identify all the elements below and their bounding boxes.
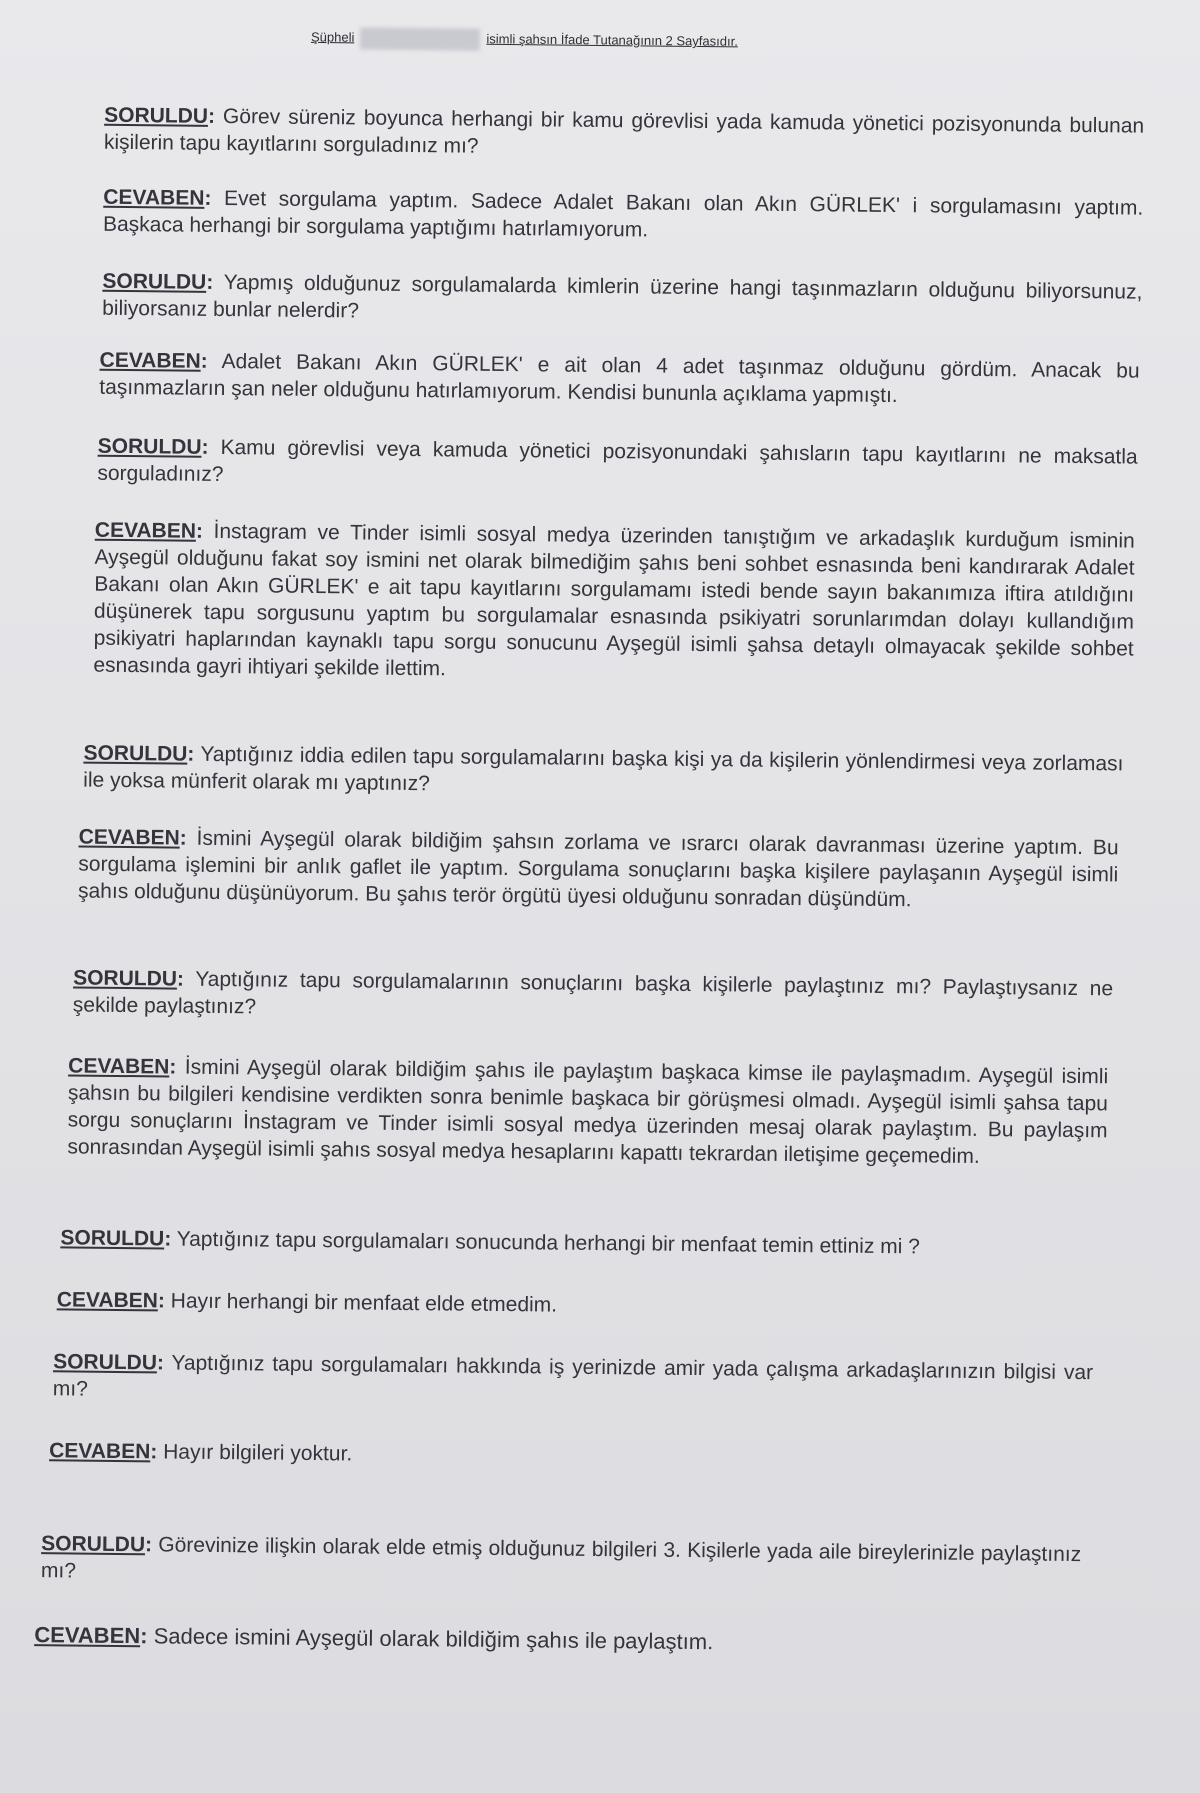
answer-block: [93, 517, 1135, 690]
answer-block: [78, 824, 1119, 916]
entry-text: Yaptığınız tapu sorgulamaları hakkında iş yerinizde amir yada çalışma arkadaşlarınızın bilgisi var mı?: [52, 1351, 1094, 1401]
entry-text: Görev süreniz boyunca herhangi bir kamu görevlisi yada kamuda yönetici pozisyonunda bulunan kişilerin tapu kayıtlarını sorguladınız mı?: [103, 105, 1145, 158]
answer-label: CEVABEN: [99, 348, 201, 373]
answer-block: [99, 347, 1140, 412]
answer-label: CEVABEN: [94, 518, 197, 543]
answer-text: CEVABEN: Adalet Bakanı Akın GÜRLEK' e ait olan 4 adet taşınmaz olduğunu gördüm. Anacak bu taşınmazların şan neler olduğunu hatırlamıyorum. Kendisi bununla açıklama yapmıştı.: [99, 348, 1140, 408]
entry-text: Sadece ismini Ayşegül olarak bildiğim şahıs ile paylaştım.: [153, 1623, 714, 1655]
question-label: SORULDU: [60, 1226, 165, 1251]
redacted-name: [360, 27, 480, 50]
question-text: SORULDU: Yaptığınız tapu sorgulamaları hakkında iş yerinizde amir yada çalışma arkadaşlarınızın bilgisi var mı?: [52, 1350, 1094, 1401]
question-label: SORULDU: [53, 1350, 158, 1375]
question-text: SORULDU: Görev süreniz boyunca herhangi bir kamu görevlisi yada kamuda yönetici pozisyonunda bulunan kişilerin tapu kayıtlarını sorguladınız mı?: [103, 103, 1145, 158]
answer-block: [103, 184, 1144, 249]
answer-text: CEVABEN: Sadece ismini Ayşegül olarak bildiğim şahıs ile paylaştım.: [34, 1622, 714, 1655]
question-text: SORULDU: Görevinize ilişkin olarak elde etmiş olduğunuz bilgileri 3. Kişilerle yada aile bireylerinizle paylaştınız mı?: [40, 1532, 1082, 1583]
entry-text: İsmini Ayşegül olarak bildiğim şahıs ile paylaştım başkaca kimse ile paylaşmadım. Ayşegül isimli şahsın bu bilgileri kendisine verdikten sonra benimle başkaca bir görüşmesi olmadı. Ayşegül isimli şahsa tapu sorgu sonuçlarını İnstagram ve Tinder isimli sosyal medya üzerinden mesaj olarak paylaştım. Bu paylaşım sonrasından Ayşegül isimli şahıs sosyal medya hesaplarını kapattı tekrardan iletişime geçemedim.: [67, 1055, 1109, 1168]
entry-text: Yaptığınız tapu sorgulamaları sonucunda herhangi bir menfaat temin ettiniz mi ?: [176, 1227, 921, 1259]
question-block: [83, 740, 1124, 805]
entry-text: Adalet Bakanı Akın GÜRLEK' e ait olan 4 adet taşınmaz olduğunu gördüm. Anacak bu taşınmazların şan neler olduğunu hatırlamıyorum. Kendisi bununla açıklama yapmıştı.: [99, 350, 1140, 408]
answer-label: CEVABEN: [103, 185, 205, 210]
entry-text: İsmini Ayşegül olarak bildiğim şahsın zorlama ve ısrarcı olarak davranması üzerine yaptım. Bu sorgulama işlemini bir anlık gaflet ile yaptım. Sorgulama sonuçlarını başka kişilere paylaşanın Ayşegül isimli şahıs olduğunu düşünüyorum. Bu şahıs terör örgütü üyesi olduğunu sonradan düşündüm.: [77, 826, 1119, 912]
entry-text: Hayır herhangi bir menfaat elde etmedim.: [170, 1289, 558, 1317]
question-text: SORULDU: Yaptığınız tapu sorgulamalarının sonuçlarını başka kişilerle paylaştınız mı? Paylaştıysanız ne şekilde paylaştınız?: [72, 966, 1114, 1019]
answer-label: CEVABEN: [49, 1439, 151, 1464]
question-block: [41, 1530, 1082, 1595]
question-block: [102, 268, 1143, 333]
answer-label: CEVABEN: [78, 825, 180, 850]
answer-label: CEVABEN: [34, 1622, 141, 1649]
entry-text: Hayır bilgileri yoktur.: [163, 1440, 353, 1466]
header-prefix: Şüpheli: [310, 29, 355, 45]
question-text: SORULDU: Kamu görevlisi veya kamuda yönetici pozisyonundaki şahısların tapu kayıtlarını ne maksatla sorguladınız?: [97, 434, 1138, 487]
question-block: [73, 964, 1114, 1029]
answer-text: CEVABEN: İsmini Ayşegül olarak bildiğim şahıs ile paylaştım başkaca kimse ile paylaşmadım. Ayşegül isimli şahsın bu bilgileri kendisine verdikten sonra benimle başkaca bir görüşmesi olmadı. Ayşegül isimli şahsa tapu sorgu sonuçlarını İnstagram ve Tinder isimli sosyal medya üzerinden mesaj olarak paylaştım. Bu paylaşım sonrasından Ayşegül isimli şahıs sosyal medya hesaplarını kapattı tekrardan iletişime geçemedim.: [67, 1054, 1109, 1168]
answer-text: CEVABEN: İsmini Ayşegül olarak bildiğim şahsın zorlama ve ısrarcı olarak davranması üzerine yaptım. Bu sorgulama işlemini bir anlık gaflet ile yaptım. Sorgulama sonuçlarını başka kişilere paylaşanın Ayşegül isimli şahıs olduğunu düşünüyorum. Bu şahıs terör örgütü üyesi olduğunu sonradan düşündüm.: [77, 825, 1119, 912]
answer-text: CEVABEN: Evet sorgulama yaptım. Sadece Adalet Bakanı olan Akın GÜRLEK' i sorgulamasını yaptım. Başkaca herhangi bir sorgulama yaptığımı hatırlamıyorum.: [102, 185, 1144, 242]
question-label: SORULDU: [41, 1532, 146, 1557]
question-block: [97, 433, 1138, 498]
entry-text: Yapmış olduğunuz sorgulamalarda kimlerin üzerine hangi taşınmazların olduğunu biliyorsunuz, biliyorsanız bunlar nelerdir?: [102, 271, 1143, 323]
answer-label: CEVABEN: [68, 1054, 170, 1079]
header-suffix: isimli şahsın İfade Tutanağının 2 Sayfasıdır.: [486, 31, 738, 49]
question-label: SORULDU: [102, 269, 207, 294]
entry-text: Yaptığınız iddia edilen tapu sorgulamalarını başka kişi ya da kişilerin yönlendirmesi veya zorlaması ile yoksa münferit olarak mı yaptınız?: [83, 742, 1124, 796]
answer-text: CEVABEN: İnstagram ve Tinder isimli sosyal medya üzerinden tanıştığım ve arkadaşlık kurduğum isminin Ayşegül olduğunu fakat soy ismini net olarak bilmediğim şahıs beni sohbet esnasında beni kandırarak Adalet Bakanı olan Akın GÜRLEK' e ait tapu kayıtlarını sorgulamamı istedi bende sayın bakanımıza iftira atıldığını düşünerek tapu sorgusunu yaptım bu sorgulamalar esnasında psikiyatri sorunlarımdan dolayı kullandığım psikiyatri haplarından kaynaklı tapu sorgu sonucunu Ayşegül isimli şahsa detaylı olmayacak şekilde sohbet esnasında gayri ihtiyari şekilde ilettim.: [93, 518, 1135, 681]
question-block: [60, 1224, 1100, 1262]
answer-label: CEVABEN: [56, 1288, 159, 1313]
entry-text: İnstagram ve Tinder isimli sosyal medya üzerinden tanıştığım ve arkadaşlık kurduğum isminin Ayşegül olduğunu fakat soy ismini net olarak bilmediğim şahıs beni sohbet esnasında beni kandırarak Adalet Bakanı olan Akın GÜRLEK' e ait tapu kayıtlarını sorgulamamı istedi bende sayın bakanımıza iftira atıldığını düşünerek tapu sorgusunu yaptım bu sorgulamalar esnasında psikiyatri sorunlarımdan dolayı kullandığım psikiyatri haplarından kaynaklı tapu sorgu sonucunu Ayşegül isimli şahsa detaylı olmayacak şekilde sohbet esnasında gayri ihtiyari şekilde ilettim.: [93, 519, 1135, 681]
question-label: SORULDU: [104, 103, 209, 128]
question-block: [104, 102, 1145, 167]
question-block: [53, 1348, 1094, 1413]
question-text: SORULDU: Yapmış olduğunuz sorgulamalarda kimlerin üzerine hangi taşınmazların olduğunu biliyorsunuz, biliyorsanız bunlar nelerdir?: [102, 269, 1143, 323]
entry-text: Görevinize ilişkin olarak elde etmiş olduğunuz bilgileri 3. Kişilerle yada aile bireylerinizle paylaştınız mı?: [40, 1533, 1082, 1583]
answer-block: [57, 1286, 1097, 1324]
question-text: SORULDU: Yaptığınız iddia edilen tapu sorgulamalarını başka kişi ya da kişilerin yönlendirmesi veya zorlaması ile yoksa münferit olarak mı yaptınız?: [83, 741, 1124, 796]
answer-block: [67, 1052, 1108, 1171]
question-label: SORULDU: [83, 741, 188, 766]
entry-text: Evet sorgulama yaptım. Sadece Adalet Bakanı olan Akın GÜRLEK' i sorgulamasını yaptım. Başkaca herhangi bir sorgulama yaptığımı hatırlamıyorum.: [102, 187, 1144, 242]
question-label: SORULDU: [73, 966, 178, 991]
entry-text: Kamu görevlisi veya kamuda yönetici pozisyonundaki şahısların tapu kayıtlarını ne maksatla sorguladınız?: [97, 436, 1138, 487]
question-label: SORULDU: [97, 434, 202, 459]
page-header: [311, 27, 738, 53]
entry-text: Yaptığınız tapu sorgulamalarının sonuçlarını başka kişilerle paylaştınız mı? Paylaştıysanız ne şekilde paylaştınız?: [72, 967, 1114, 1019]
answer-block: [34, 1621, 1074, 1659]
question-text: SORULDU: Yaptığınız tapu sorgulamaları sonucunda herhangi bir menfaat temin ettiniz mi ?: [60, 1226, 921, 1259]
answer-text: CEVABEN: Hayır herhangi bir menfaat elde etmedim.: [56, 1288, 558, 1317]
answer-block: [49, 1437, 1089, 1475]
answer-text: CEVABEN: Hayır bilgileri yoktur.: [49, 1439, 353, 1466]
